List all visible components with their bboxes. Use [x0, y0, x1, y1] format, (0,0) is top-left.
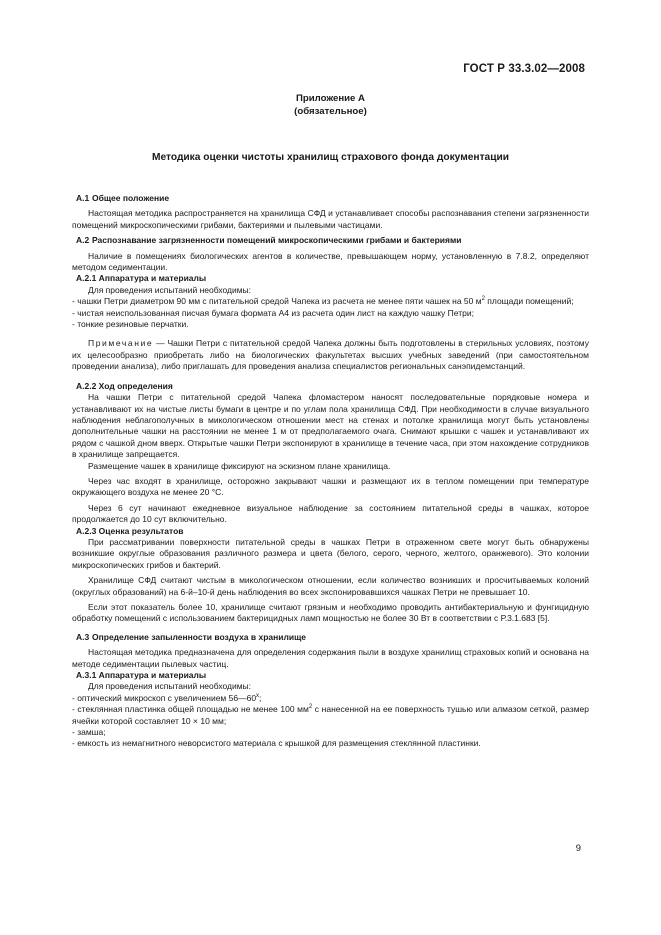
list-item: - чашки Петри диаметром 90 мм с питательной средой Чапека из расчета не менее пяти чашек на 50 $м^2$ площади помещений;	[72, 296, 574, 307]
section-title: Общее положение	[92, 193, 170, 203]
annex-block	[0, 93, 661, 118]
subsection-heading: А.2.3 Оценка результатов	[76, 525, 184, 536]
paragraph: Для проведения испытаний необходимы:	[88, 284, 252, 295]
paragraph: Через 6 сут начинают ежедневное визуальное наблюдение за состоянием питательной среды в чашках, которое продолжается до 10 сут включительно.	[72, 502, 589, 525]
section-title: Определение запыленности воздуха в хранилище	[92, 631, 307, 642]
paragraph: На чашки Петри с питательной средой Чапека фломастером наносят последовательные порядковые номера и устанавливают их на чистые листы бумаги в центре и по углам пола хранилища СФД. При необходимости в случае визуального наблюдения неблагополучных в микологическом отношении мест на стенах и потолке хранилища могут быть установлены дополнительные чашки на расстоянии не менее 1 м от предполагаемого очага. Снимают крышки с чашек и устанавливают их рядом с чашкой дном вверх. Открытые чашки Петри экспонируют в хранилище в течение часа, при этом нахождение сотрудников в хранилище запрещается.	[72, 392, 589, 460]
page-number: 9	[575, 843, 581, 854]
subsection-heading: А.3.1 Аппаратура и материалы	[76, 670, 207, 681]
section-number: А.1	[76, 193, 90, 203]
section-title: Распознавание загрязненности помещений микроскопическими грибами и бактериями	[92, 235, 462, 246]
subsection-heading: А.2.1 Аппаратура и материалы	[76, 273, 207, 284]
list-item: - емкость из немагнитного неворсистого материала с крышкой для размещения стеклянной пластинки.	[72, 738, 481, 749]
standard-code: ГОСТ Р 33.3.02—2008	[463, 63, 585, 75]
paragraph: Настоящая методика предназначена для определения содержания пыли в воздухе хранилищ страховых копий и основана на методе седиментации пылевых частиц.	[72, 647, 589, 669]
list-item: - замша;	[72, 727, 106, 738]
document-title: Методика оценки чистоты хранилищ страхового фонда документации	[151, 152, 510, 163]
section-heading	[72, 235, 589, 246]
section-heading	[72, 632, 589, 643]
section-number: А.2	[76, 235, 90, 246]
paragraph: Если этот показатель более 10, хранилище считают грязным и необходимо проводить антибактериальную и фунгицидную обработку помещений с использованием бактерицидных ламп мощностью не более 30 Вт в соответствии с Р.3.1.683 [5].	[72, 602, 589, 624]
annex-title: Приложение А	[296, 93, 365, 104]
paragraph: Настоящая методика распространяется на хранилища СФД и устанавливает способы распознавания степени загрязненности помещений микроскопическими грибами, бактериями и пылевыми частицами.	[72, 208, 589, 230]
paragraph: Наличие в помещениях биологических агентов в количестве, превышающем норму, установленную в 7.8.2, определяют методом седиментации.	[72, 250, 589, 273]
document-body	[72, 193, 589, 750]
paragraph: Для проведения испытаний необходимы:	[88, 681, 252, 692]
list-item: - тонкие резиновые перчатки.	[72, 319, 189, 330]
list-item: - оптический микроскоп с увеличением $56—60^х$;	[72, 692, 262, 703]
paragraph: Размещение чашек в хранилище фиксируют на эскизном плане хранилища.	[88, 460, 391, 471]
paragraph: Через час входят в хранилище, осторожно закрывают чашки и размещают их в теплом помещении при температуре окружающего воздуха не менее 20 °С.	[72, 475, 589, 498]
subsection-heading: А.2.2 Ход определения	[76, 380, 173, 391]
section-number: А.3	[76, 631, 90, 642]
paragraph: Хранилище СФД считают чистым в микологическом отношении, если количество возникших и просчитываемых колоний (округлых образований) на 6-й–10-й день наблюдения во всех экспонировавшихся чашках Петри не превышает 10.	[72, 575, 589, 597]
note-label: Примечание	[88, 338, 154, 349]
paragraph: При рассматривании поверхности питательной среды в чашках Петри в отраженном свете могут быть обнаружены возникшие округлые образования различного размера и цвета (белого, серого, черного, желтого, оранжевого). Это колонии микроскопических грибов и бактерий.	[72, 536, 589, 570]
annex-status: (обязательное)	[294, 105, 367, 117]
list-item: - чистая неиспользованная писчая бумага формата А4 из расчета один лист на каждую чашку Петри;	[72, 307, 474, 318]
section-heading	[72, 193, 589, 204]
note	[72, 338, 589, 372]
note-text: — Чашки Петри с питательной средой Чапека должны быть подготовлены в стерильных условиях, поэтому их целесообразно приобретать либо на биологических факультетах высших учебных заведений (при самостоятельном проведении анализа), либо приглашать для проведения анализа специалистов региональных санэпидемстанций.	[72, 338, 589, 372]
list-item: - стеклянная пластинка общей площадью не менее 100 $мм^2$ с нанесенной на ее поверхность тушью или алмазом сеткой, размер ячейки которой составляет 10 × 10 мм;	[72, 704, 589, 726]
